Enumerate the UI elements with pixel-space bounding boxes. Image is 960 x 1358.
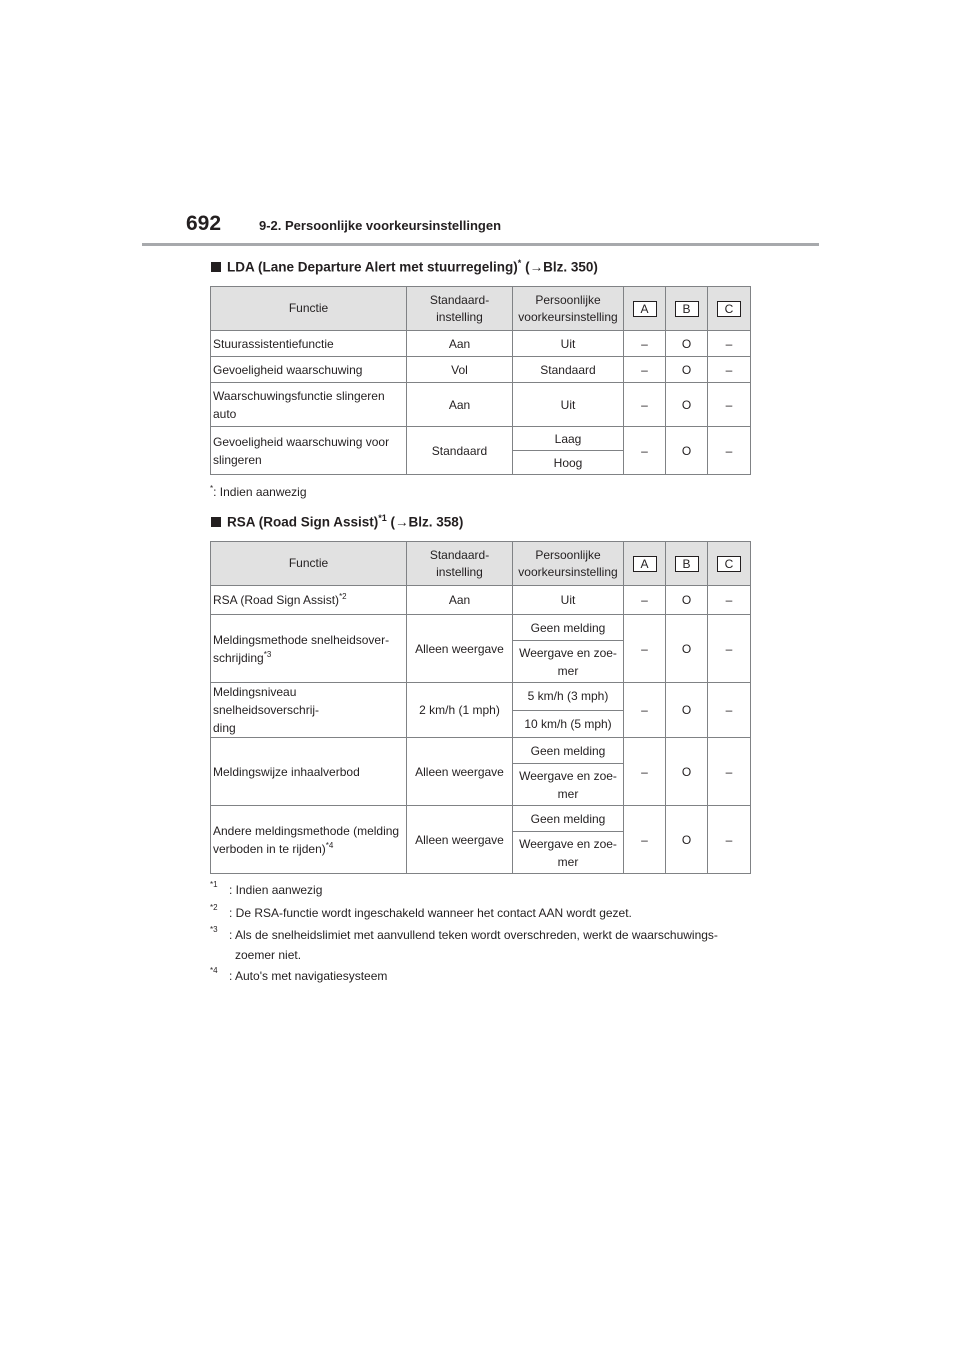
table-row (211, 331, 751, 357)
header-line: instelling (436, 309, 483, 324)
function-line: Meldingsniveau snelheidsoverschrij- (213, 685, 320, 717)
function-line: Meldingsmethode snelheidsover- (213, 632, 390, 647)
footnote-mark (210, 925, 218, 940)
a-cell: – (624, 427, 666, 475)
b-cell: O (666, 357, 708, 383)
option-line: mer (557, 663, 579, 678)
bullet-square-icon (211, 262, 221, 272)
lda-heading (211, 258, 598, 275)
footnote-mark (210, 880, 218, 895)
column-header-b (666, 287, 708, 331)
column-header-a (624, 542, 666, 586)
letter-b-box: B (675, 301, 699, 317)
default-cell: Alleen weergave (407, 615, 513, 683)
b-cell: O (666, 615, 708, 683)
option-line: mer (557, 786, 579, 801)
b-cell: O (666, 586, 708, 615)
lda-ref: (→Blz. 350) (525, 259, 598, 275)
footnote-mark: * (210, 484, 214, 493)
footnote-mark-label: *1 (210, 880, 218, 889)
header-line: Standaard- (429, 292, 490, 307)
header-line: Standaard- (429, 547, 490, 562)
letter-b-box: B (675, 556, 699, 572)
footnote-line: : Als de snelheidslimiet met aanvullend teken wordt overschreden, werkt de waarschuwings- (229, 928, 718, 942)
c-cell: – (708, 683, 751, 738)
option-cell: Standaard (513, 357, 624, 383)
option-line: Weergave en zoe- (519, 645, 617, 660)
header-line: Persoonlijke (535, 292, 601, 307)
default-cell: 2 km/h (1 mph) (407, 683, 513, 738)
function-line: Gevoeligheid waarschuwing voor (213, 434, 390, 449)
option-cell: Geen melding (513, 738, 624, 764)
a-cell: – (624, 683, 666, 738)
rsa-footnote-3 (210, 925, 755, 965)
c-cell: – (708, 383, 751, 427)
option-cell (513, 832, 624, 874)
footnote-mark (210, 903, 218, 918)
a-cell: – (624, 738, 666, 806)
column-header-standaard (407, 542, 513, 586)
function-cell (211, 683, 407, 738)
option-cell (513, 641, 624, 683)
lda-footnote (210, 484, 307, 499)
option-cell: Geen melding (513, 806, 624, 832)
column-header-functie: Functie (211, 542, 407, 586)
option-line: Weergave en zoe- (519, 836, 617, 851)
function-cell (211, 383, 407, 427)
default-cell: Aan (407, 383, 513, 427)
b-cell: O (666, 383, 708, 427)
default-cell: Alleen weergave (407, 806, 513, 874)
option-cell (513, 764, 624, 806)
table-row (211, 806, 751, 832)
function-line: verboden in te rijden) (213, 841, 326, 856)
default-cell: Aan (407, 586, 513, 615)
c-cell: – (708, 806, 751, 874)
letter-a-box: A (633, 301, 657, 317)
footnote-mark: *4 (325, 840, 334, 850)
column-header-persoonlijk (513, 542, 624, 586)
b-cell: O (666, 806, 708, 874)
function-cell: Stuurassistentiefunctie (211, 331, 407, 357)
rsa-heading (211, 513, 463, 530)
c-cell: – (708, 586, 751, 615)
function-line: schrijding (213, 650, 264, 665)
column-header-c (708, 542, 751, 586)
column-header-c (708, 287, 751, 331)
header-line: instelling (436, 564, 483, 579)
function-cell: Gevoeligheid waarschuwing (211, 357, 407, 383)
function-cell (211, 586, 407, 615)
function-cell (211, 427, 407, 475)
footnote-text: : De RSA-functie wordt ingeschakeld wanneer het contact AAN wordt gezet. (229, 906, 632, 920)
a-cell: – (624, 357, 666, 383)
function-line: slingeren (213, 452, 262, 467)
option-cell: Uit (513, 586, 624, 615)
lda-title-mark: * (517, 258, 522, 268)
header-line: Persoonlijke (535, 547, 601, 562)
option-cell: Uit (513, 383, 624, 427)
function-line: ding (213, 721, 236, 735)
footnote-mark-label: *3 (210, 925, 218, 934)
table-header-row (211, 542, 751, 586)
table-header-row (211, 287, 751, 331)
footnote-mark-label: *2 (210, 903, 218, 912)
column-header-functie: Functie (211, 287, 407, 331)
function-cell (211, 806, 407, 874)
function-line: RSA (Road Sign Assist) (213, 593, 340, 607)
page-number: 692 (186, 212, 222, 235)
footnote-text: : Indien aanwezig (229, 883, 323, 897)
table-row (211, 615, 751, 641)
header-line: voorkeursinstelling (518, 309, 618, 324)
default-cell: Vol (407, 357, 513, 383)
header-divider (142, 243, 819, 246)
default-cell: Alleen weergave (407, 738, 513, 806)
footnote-text (229, 925, 755, 965)
b-cell: O (666, 738, 708, 806)
footnote-text: : Auto's met navigatiesysteem (229, 969, 388, 983)
option-line: mer (557, 854, 579, 869)
function-cell (211, 615, 407, 683)
c-cell: – (708, 331, 751, 357)
bullet-square-icon (211, 517, 221, 527)
a-cell: – (624, 383, 666, 427)
rsa-footnote-2 (210, 903, 755, 923)
rsa-title: RSA (Road Sign Assist) (227, 514, 379, 530)
a-cell: – (624, 806, 666, 874)
option-cell: 5 km/h (3 mph) (513, 683, 624, 711)
b-cell: O (666, 427, 708, 475)
rsa-footnote-4 (210, 966, 755, 986)
a-cell: – (624, 586, 666, 615)
footnote-text: : Indien aanwezig (213, 485, 307, 499)
rsa-table (210, 541, 751, 874)
letter-c-box: C (717, 556, 741, 572)
table-row (211, 683, 751, 711)
a-cell: – (624, 615, 666, 683)
section-title: 9-2. Persoonlijke voorkeursinstellingen (259, 218, 502, 233)
rsa-footnote-1 (210, 880, 755, 900)
c-cell: – (708, 615, 751, 683)
default-cell: Aan (407, 331, 513, 357)
table-row (211, 383, 751, 427)
letter-c-box: C (717, 301, 741, 317)
letter-a-box: A (633, 556, 657, 572)
lda-table (210, 286, 751, 475)
footnote-mark (210, 966, 218, 981)
function-cell: Meldingswijze inhaalverbod (211, 738, 407, 806)
function-line: auto (213, 406, 237, 421)
footnote-mark: *3 (263, 649, 272, 659)
lda-title: LDA (Lane Departure Alert met stuurregeling) (227, 259, 518, 275)
table-row (211, 586, 751, 615)
column-header-b (666, 542, 708, 586)
option-cell: Uit (513, 331, 624, 357)
default-cell: Standaard (407, 427, 513, 475)
option-cell: 10 km/h (5 mph) (513, 710, 624, 738)
table-row (211, 357, 751, 383)
table-row (211, 738, 751, 764)
c-cell: – (708, 738, 751, 806)
column-header-a (624, 287, 666, 331)
header-line: voorkeursinstelling (518, 564, 618, 579)
option-cell: Hoog (513, 451, 624, 475)
function-line: Waarschuwingsfunctie slingeren (213, 388, 385, 403)
column-header-standaard (407, 287, 513, 331)
table-row (211, 427, 751, 451)
b-cell: O (666, 683, 708, 738)
option-cell: Laag (513, 427, 624, 451)
a-cell: – (624, 331, 666, 357)
b-cell: O (666, 331, 708, 357)
option-line: Weergave en zoe- (519, 768, 617, 783)
footnote-mark-label: *4 (210, 966, 218, 975)
column-header-persoonlijk (513, 287, 624, 331)
function-line: Andere meldingsmethode (melding (213, 823, 400, 838)
option-cell: Geen melding (513, 615, 624, 641)
footnote-mark: *2 (339, 592, 347, 601)
c-cell: – (708, 357, 751, 383)
c-cell: – (708, 427, 751, 475)
footnote-line: zoemer niet. (235, 948, 302, 962)
rsa-ref: (→Blz. 358) (390, 514, 464, 530)
rsa-title-mark: *1 (378, 513, 387, 523)
